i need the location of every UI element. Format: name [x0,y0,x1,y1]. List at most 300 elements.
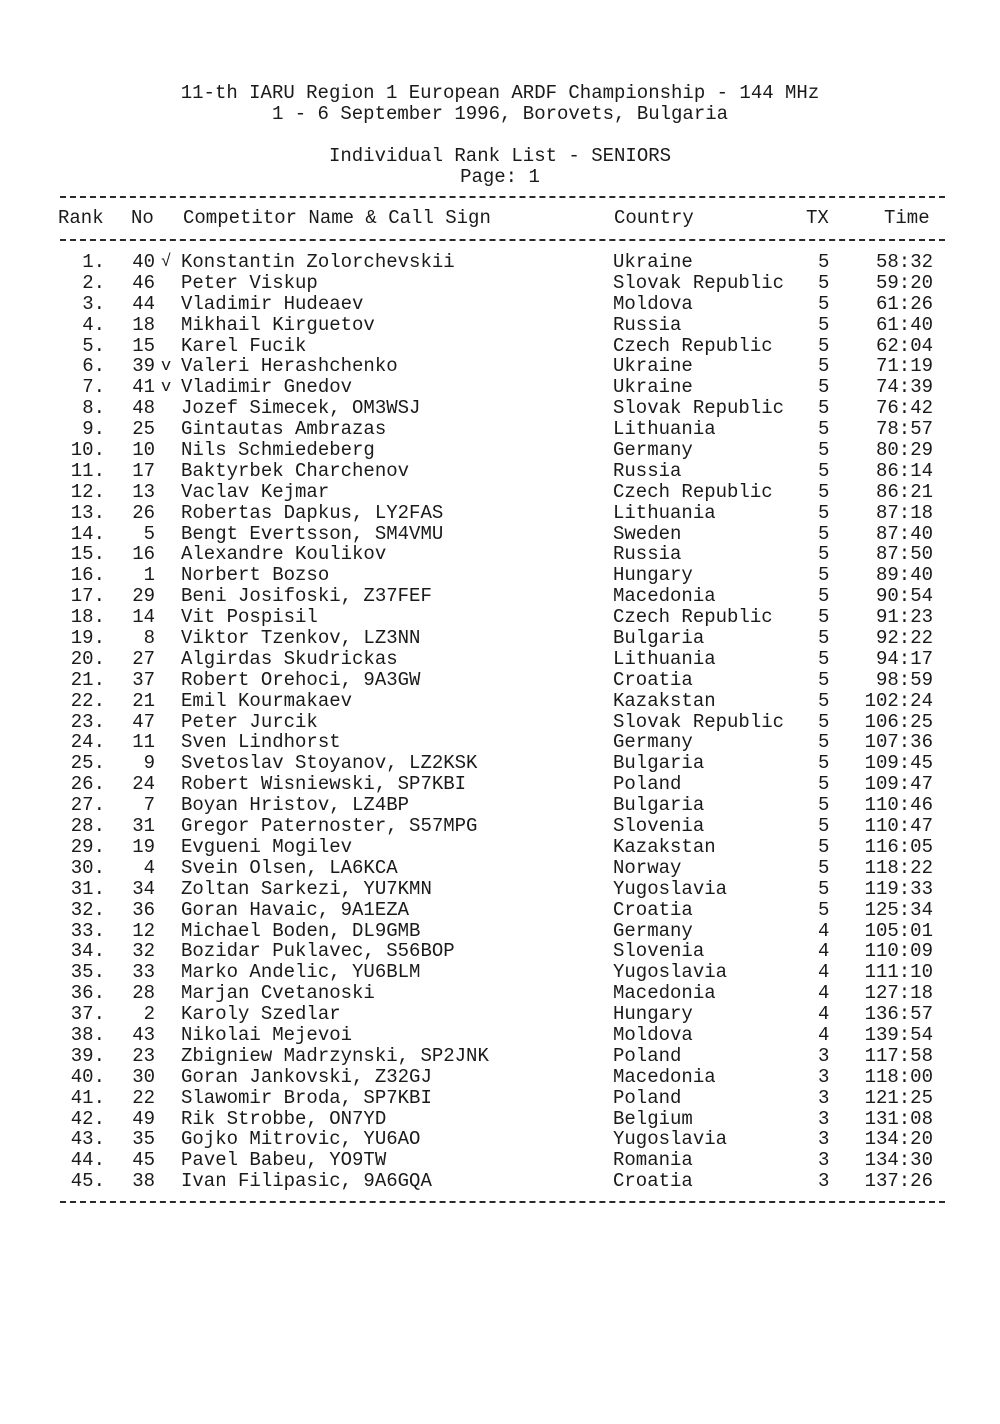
time-cell: 131:08 [864,1107,933,1130]
table-row [0,377,1000,398]
table-row [0,962,1000,983]
tx-cell: 3 [818,1128,830,1151]
page-number: Page: 1 [460,166,540,188]
country-cell: Slovenia [613,815,705,838]
country-cell: Bulgaria [613,627,705,650]
tx-cell: 5 [818,835,830,858]
rank-cell: 43. [70,1128,105,1151]
tx-cell: 5 [818,439,830,462]
time-cell: 61:40 [875,313,933,336]
dashed-rule-header [60,239,945,241]
table-row [0,565,1000,586]
number-cell: 40 [132,251,155,273]
time-cell: 118:00 [864,1065,933,1088]
tx-cell: 3 [818,1065,830,1088]
time-cell: 98:59 [875,668,933,691]
competitor-name-cell: Vladimir Gnedov [181,376,353,399]
number-cell: 15 [132,334,155,357]
number-cell: 37 [132,668,155,691]
tx-cell: 5 [818,418,830,441]
number-cell: 5 [143,522,155,545]
time-cell: 116:05 [864,835,933,858]
table-row [0,294,1000,315]
number-cell: 7 [143,794,155,817]
competitor-name-cell: Boyan Hristov, LZ4BP [181,794,410,817]
time-cell: 90:54 [875,585,933,608]
country-cell: Croatia [613,1170,693,1193]
rank-cell: 34. [70,940,105,963]
rank-cell: 25. [70,752,105,775]
competitor-name-cell: Bengt Evertsson, SM4VMU [181,522,444,545]
tx-cell: 5 [818,480,830,503]
number-cell: 18 [132,313,155,336]
number-cell: 1 [143,564,155,587]
tx-cell: 5 [818,501,830,524]
table-row [0,524,1000,545]
table-row [0,544,1000,565]
rank-cell: 15. [70,543,105,566]
rank-cell: 42. [70,1107,105,1130]
tx-cell: 5 [818,689,830,712]
competitor-name-cell: Alexandre Koulikov [181,543,387,566]
country-cell: Poland [613,1044,682,1067]
competitor-name-cell: Sven Lindhorst [181,731,341,754]
rank-cell: 39. [70,1044,105,1067]
country-cell: Russia [613,313,682,336]
time-cell: 109:47 [864,773,933,796]
number-cell: 14 [132,606,155,629]
tx-cell: 5 [818,334,830,357]
rank-cell: 11. [70,459,105,482]
table-row [0,356,1000,377]
tx-cell: 5 [818,355,830,378]
competitor-name-cell: Vladimir Hudeaev [181,292,364,315]
rank-cell: 31. [70,877,105,900]
competitor-name-cell: Zbigniew Madrzynski, SP2JNK [181,1044,489,1067]
event-dates-location: 1 - 6 September 1996, Borovets, Bulgaria [271,103,729,125]
number-cell: 28 [132,982,155,1005]
number-cell: 24 [132,773,155,796]
rank-cell: 28. [70,815,105,838]
country-cell: Slovak Republic [613,710,785,733]
rank-cell: 7. [82,376,105,399]
competitor-name-cell: Goran Havaic, 9A1EZA [181,898,410,921]
time-cell: 110:46 [864,794,933,817]
time-cell: 118:22 [864,856,933,879]
rank-cell: 32. [70,898,105,921]
rank-cell: 2. [82,271,105,294]
column-header-country: Country [614,207,694,229]
country-cell: Czech Republic [613,480,773,503]
rank-cell: 29. [70,835,105,858]
rank-cell: 6. [82,355,105,378]
number-cell: 12 [132,919,155,942]
tx-cell: 4 [818,940,830,963]
tx-cell: 3 [818,1086,830,1109]
rank-cell: 24. [70,731,105,754]
table-row [0,252,1000,273]
country-cell: Lithuania [613,418,716,441]
country-cell: Croatia [613,898,693,921]
table-row [0,503,1000,524]
country-cell: Norway [613,856,682,879]
check-mark: √ [161,253,172,272]
rank-cell: 30. [70,856,105,879]
number-cell: 35 [132,1128,155,1151]
rank-cell: 44. [70,1149,105,1172]
country-cell: Yugoslavia [613,877,728,900]
competitor-name-cell: Vit Pospisil [181,606,318,629]
number-cell: 45 [132,1149,155,1172]
competitor-name-cell: Robert Orehoci, 9A3GW [181,668,421,691]
time-cell: 74:39 [875,376,933,399]
table-row [0,607,1000,628]
table-row [0,1129,1000,1150]
competitor-name-cell: Viktor Tzenkov, LZ3NN [181,627,421,650]
competitor-name-cell: Gojko Mitrovic, YU6AO [181,1128,421,1151]
table-row [0,858,1000,879]
list-title: Individual Rank List - SENIORS [328,145,672,167]
country-cell: Poland [613,773,682,796]
table-row [0,983,1000,1004]
table-row [0,1025,1000,1046]
rank-cell: 19. [70,627,105,650]
country-cell: Sweden [613,522,682,545]
competitor-name-cell: Beni Josifoski, Z37FEF [181,585,432,608]
column-header-no: No [131,207,154,229]
rank-cell: 36. [70,982,105,1005]
time-cell: 59:20 [875,271,933,294]
country-cell: Lithuania [613,647,716,670]
tx-cell: 4 [818,1003,830,1026]
competitor-name-cell: Ivan Filipasic, 9A6GQA [181,1170,432,1193]
time-cell: 89:40 [875,564,933,587]
tx-cell: 5 [818,376,830,399]
time-cell: 62:04 [875,334,933,357]
country-cell: Macedonia [613,1065,716,1088]
time-cell: 105:01 [864,919,933,942]
rank-cell: 1. [82,251,105,273]
number-cell: 33 [132,961,155,984]
number-cell: 41 [132,376,155,399]
competitor-name-cell: Karoly Szedlar [181,1003,341,1026]
tx-cell: 3 [818,1149,830,1172]
table-row [0,879,1000,900]
competitor-name-cell: Evgueni Mogilev [181,835,353,858]
rank-cell: 3. [82,292,105,315]
number-cell: 38 [132,1170,155,1193]
table-row [0,1150,1000,1171]
country-cell: Yugoslavia [613,961,728,984]
table-row [0,419,1000,440]
tx-cell: 5 [818,606,830,629]
table-row [0,712,1000,733]
rank-cell: 10. [70,439,105,462]
table-row [0,273,1000,294]
number-cell: 9 [143,752,155,775]
time-cell: 102:24 [864,689,933,712]
tx-cell: 5 [818,668,830,691]
number-cell: 49 [132,1107,155,1130]
tx-cell: 5 [818,251,830,273]
number-cell: 10 [132,439,155,462]
country-cell: Moldova [613,292,693,315]
country-cell: Slovenia [613,940,705,963]
competitor-name-cell: Norbert Bozso [181,564,330,587]
number-cell: 27 [132,647,155,670]
number-cell: 4 [143,856,155,879]
rank-cell: 27. [70,794,105,817]
dashed-rule-bottom [60,1201,945,1203]
number-cell: 8 [143,627,155,650]
tx-cell: 4 [818,919,830,942]
tx-cell: 5 [818,585,830,608]
table-row [0,941,1000,962]
time-cell: 107:36 [864,731,933,754]
competitor-name-cell: Rik Strobbe, ON7YD [181,1107,387,1130]
competitor-name-cell: Nils Schmiedeberg [181,439,375,462]
tx-cell: 5 [818,815,830,838]
tx-cell: 5 [818,898,830,921]
competitor-name-cell: Robert Wisniewski, SP7KBI [181,773,467,796]
country-cell: Germany [613,439,693,462]
competitor-name-cell: Algirdas Skudrickas [181,647,398,670]
number-cell: 13 [132,480,155,503]
tx-cell: 5 [818,877,830,900]
country-cell: Czech Republic [613,606,773,629]
country-cell: Croatia [613,668,693,691]
number-cell: 29 [132,585,155,608]
number-cell: 21 [132,689,155,712]
rank-cell: 12. [70,480,105,503]
check-mark: v [161,378,172,398]
time-cell: 86:14 [875,459,933,482]
time-cell: 106:25 [864,710,933,733]
competitor-name-cell: Svein Olsen, LA6KCA [181,856,398,879]
table-row [0,628,1000,649]
tx-cell: 4 [818,961,830,984]
rank-cell: 41. [70,1086,105,1109]
competitor-name-cell: Marjan Cvetanoski [181,982,375,1005]
time-cell: 125:34 [864,898,933,921]
competitor-name-cell: Karel Fucik [181,334,307,357]
tx-cell: 4 [818,1023,830,1046]
time-cell: 117:58 [864,1044,933,1067]
table-row [0,586,1000,607]
tx-cell: 5 [818,292,830,315]
column-header-tx: TX [806,207,829,229]
competitor-name-cell: Mikhail Kirguetov [181,313,375,336]
country-cell: Russia [613,459,682,482]
country-cell: Poland [613,1086,682,1109]
check-mark: v [161,357,172,377]
country-cell: Germany [613,731,693,754]
competitor-name-cell: Robertas Dapkus, LY2FAS [181,501,444,524]
rank-cell: 5. [82,334,105,357]
rank-cell: 16. [70,564,105,587]
competitor-name-cell: Slawomir Broda, SP7KBI [181,1086,432,1109]
tx-cell: 5 [818,522,830,545]
competitor-name-cell: Gintautas Ambrazas [181,418,387,441]
table-row [0,336,1000,357]
competitor-name-cell: Gregor Paternoster, S57MPG [181,815,478,838]
tx-cell: 5 [818,710,830,733]
number-cell: 23 [132,1044,155,1067]
country-cell: Macedonia [613,982,716,1005]
document-title: 11-th IARU Region 1 European ARDF Championship - 144 MHz [180,82,820,104]
time-cell: 91:23 [875,606,933,629]
rank-cell: 45. [70,1170,105,1193]
table-row [0,1067,1000,1088]
table-row [0,900,1000,921]
time-cell: 58:32 [875,251,933,273]
competitor-name-cell: Marko Andelic, YU6BLM [181,961,421,984]
time-cell: 109:45 [864,752,933,775]
column-header-time: Time [884,207,930,229]
competitor-name-cell: Zoltan Sarkezi, YU7KMN [181,877,432,900]
tx-cell: 5 [818,647,830,670]
table-row [0,1109,1000,1130]
country-cell: Slovak Republic [613,271,785,294]
competitor-name-cell: Bozidar Puklavec, S56BOP [181,940,455,963]
rank-cell: 17. [70,585,105,608]
time-cell: 136:57 [864,1003,933,1026]
competitor-name-cell: Goran Jankovski, Z32GJ [181,1065,432,1088]
table-row [0,691,1000,712]
country-cell: Czech Republic [613,334,773,357]
country-cell: Bulgaria [613,794,705,817]
table-row [0,482,1000,503]
tx-cell: 3 [818,1044,830,1067]
number-cell: 46 [132,271,155,294]
tx-cell: 5 [818,564,830,587]
time-cell: 139:54 [864,1023,933,1046]
number-cell: 32 [132,940,155,963]
competitor-name-cell: Pavel Babeu, YO9TW [181,1149,387,1172]
time-cell: 61:26 [875,292,933,315]
table-row [0,440,1000,461]
tx-cell: 5 [818,459,830,482]
competitor-name-cell: Peter Viskup [181,271,318,294]
time-cell: 71:19 [875,355,933,378]
country-cell: Macedonia [613,585,716,608]
rank-cell: 9. [82,418,105,441]
country-cell: Belgium [613,1107,693,1130]
tx-cell: 5 [818,271,830,294]
rank-cell: 22. [70,689,105,712]
country-cell: Hungary [613,564,693,587]
number-cell: 47 [132,710,155,733]
table-row [0,1046,1000,1067]
time-cell: 87:18 [875,501,933,524]
number-cell: 31 [132,815,155,838]
time-cell: 134:20 [864,1128,933,1151]
time-cell: 111:10 [864,961,933,984]
table-row [0,732,1000,753]
competitor-name-cell: Nikolai Mejevoi [181,1023,353,1046]
time-cell: 134:30 [864,1149,933,1172]
rank-cell: 13. [70,501,105,524]
tx-cell: 5 [818,397,830,420]
time-cell: 80:29 [875,439,933,462]
country-cell: Bulgaria [613,752,705,775]
time-cell: 78:57 [875,418,933,441]
tx-cell: 5 [818,543,830,566]
competitor-name-cell: Emil Kourmakaev [181,689,353,712]
number-cell: 11 [132,731,155,754]
competitor-name-cell: Valeri Herashchenko [181,355,398,378]
number-cell: 30 [132,1065,155,1088]
rank-cell: 20. [70,647,105,670]
table-row [0,774,1000,795]
country-cell: Hungary [613,1003,693,1026]
time-cell: 87:50 [875,543,933,566]
number-cell: 39 [132,355,155,378]
table-row [0,315,1000,336]
rank-cell: 33. [70,919,105,942]
number-cell: 25 [132,418,155,441]
tx-cell: 5 [818,731,830,754]
table-row [0,649,1000,670]
rank-cell: 38. [70,1023,105,1046]
time-cell: 121:25 [864,1086,933,1109]
table-row [0,1088,1000,1109]
table-row [0,753,1000,774]
country-cell: Moldova [613,1023,693,1046]
country-cell: Romania [613,1149,693,1172]
table-row [0,816,1000,837]
number-cell: 26 [132,501,155,524]
rank-list [0,252,1000,1192]
tx-cell: 5 [818,773,830,796]
rank-cell: 18. [70,606,105,629]
country-cell: Lithuania [613,501,716,524]
tx-cell: 3 [818,1170,830,1193]
rank-cell: 4. [82,313,105,336]
rank-cell: 35. [70,961,105,984]
tx-cell: 5 [818,794,830,817]
time-cell: 86:21 [875,480,933,503]
rank-cell: 8. [82,397,105,420]
number-cell: 36 [132,898,155,921]
table-row [0,670,1000,691]
competitor-name-cell: Svetoslav Stoyanov, LZ2KSK [181,752,478,775]
country-cell: Yugoslavia [613,1128,728,1151]
country-cell: Russia [613,543,682,566]
tx-cell: 5 [818,313,830,336]
competitor-name-cell: Konstantin Zolorchevskii [181,251,455,273]
table-row [0,795,1000,816]
number-cell: 19 [132,835,155,858]
number-cell: 48 [132,397,155,420]
time-cell: 110:09 [864,940,933,963]
time-cell: 119:33 [864,877,933,900]
rank-cell: 14. [70,522,105,545]
table-row [0,1171,1000,1192]
rank-cell: 40. [70,1065,105,1088]
rank-cell: 21. [70,668,105,691]
number-cell: 43 [132,1023,155,1046]
country-cell: Ukraine [613,355,693,378]
number-cell: 17 [132,459,155,482]
number-cell: 34 [132,877,155,900]
country-cell: Kazakstan [613,689,716,712]
time-cell: 87:40 [875,522,933,545]
dashed-rule-top [60,196,945,198]
column-header-name: Competitor Name & Call Sign [183,207,491,229]
tx-cell: 4 [818,982,830,1005]
competitor-name-cell: Vaclav Kejmar [181,480,330,503]
